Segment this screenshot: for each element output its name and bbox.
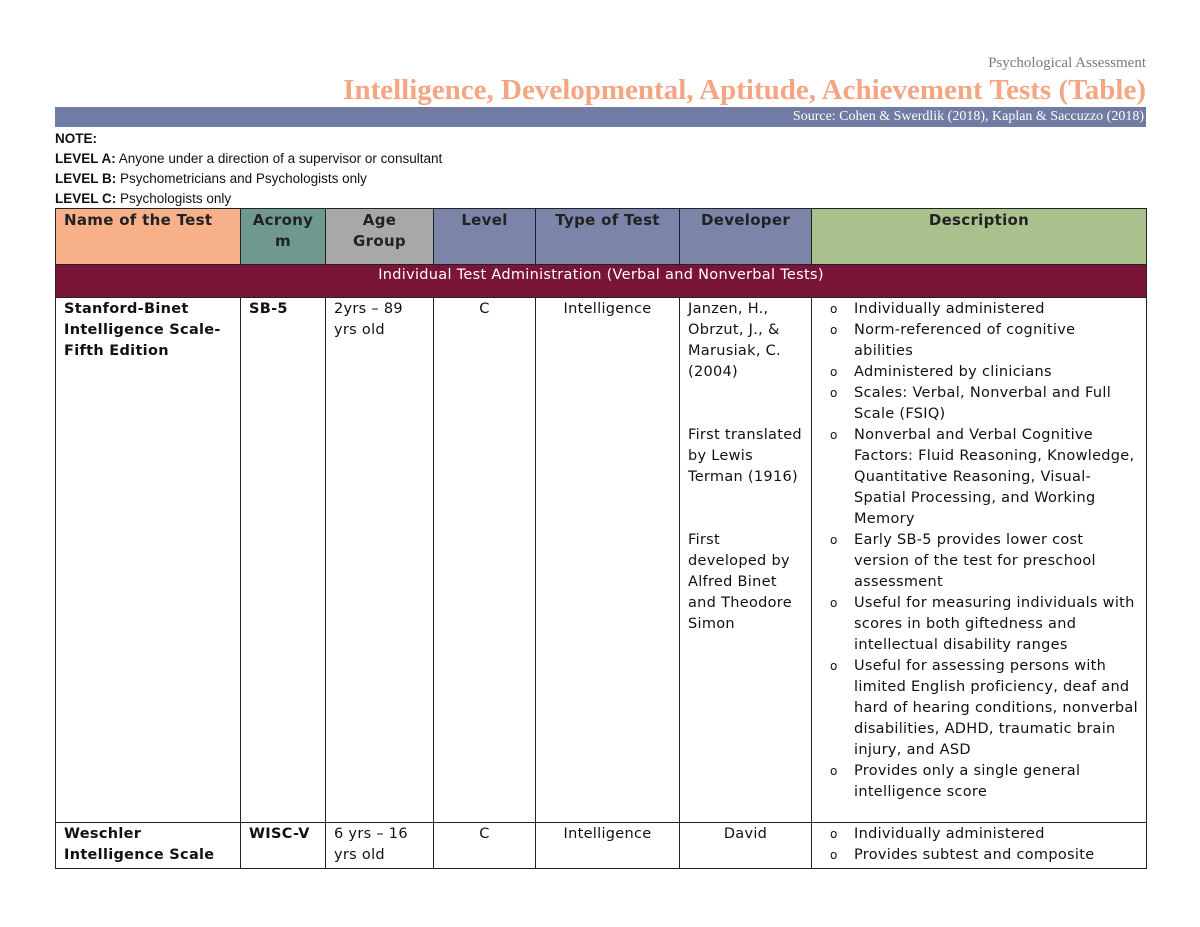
table-row <box>56 298 1147 823</box>
description-item: o Nonverbal and Verbal Cognitive Factors: Fluid Reasoning, Knowledge, Quantitative Reasoning, Visual-Spatial Processing, and Working Memory <box>854 425 1138 530</box>
description-list <box>820 299 1138 803</box>
col-header-developer: Developer <box>680 209 812 265</box>
test-acronym: WISC-V <box>241 823 326 869</box>
document-title: Intelligence, Developmental, Aptitude, Achievement Tests (Table) <box>343 74 1146 106</box>
test-level: C <box>434 298 536 823</box>
col-header-description: Description <box>812 209 1147 265</box>
section-heading: Individual Test Administration (Verbal and Nonverbal Tests) <box>56 265 1147 298</box>
table-header-row <box>56 209 1147 265</box>
note-level-c: LEVEL C: Psychologists only <box>55 191 232 206</box>
section-row <box>56 265 1147 298</box>
description-item: o Norm-referenced of cognitive abilities <box>854 320 1138 362</box>
test-type: Intelligence <box>536 823 680 869</box>
description-item: o Administered by clinicians <box>854 362 1138 383</box>
description-item: o Useful for measuring individuals with scores in both giftedness and intellectual disability ranges <box>854 593 1138 656</box>
developer-entry: First developed by Alfred Binet and Theodore Simon <box>688 532 792 632</box>
test-level: C <box>434 823 536 869</box>
description-item: o Individually administered <box>854 824 1138 845</box>
description-item: o Early SB-5 provides lower cost version of the test for preschool assessment <box>854 530 1138 593</box>
description-item: o Useful for assessing persons with limited English proficiency, deaf and hard of hearing conditions, nonverbal disabilities, ADHD, traumatic brain injury, and ASD <box>854 656 1138 761</box>
col-header-type: Type of Test <box>536 209 680 265</box>
source-bar <box>55 107 1146 127</box>
test-name: Stanford-Binet Intelligence Scale-Fifth Edition <box>56 298 241 823</box>
col-header-level: Level <box>434 209 536 265</box>
developer-entry: Janzen, H., Obrzut, J., & Marusiak, C. (2004) <box>688 301 781 380</box>
col-header-acronym: Acrony m <box>241 209 326 265</box>
col-header-age: Age Group <box>326 209 434 265</box>
tests-table <box>55 208 1147 869</box>
test-acronym: SB-5 <box>241 298 326 823</box>
test-name: Weschler Intelligence Scale <box>56 823 241 869</box>
description-list <box>820 824 1138 866</box>
developer-entry: First translated by Lewis Terman (1916) <box>688 427 802 485</box>
test-age-group: 2yrs – 89 yrs old <box>326 298 434 823</box>
notes-block <box>55 129 442 209</box>
description-item: o Provides subtest and composite <box>854 845 1138 866</box>
test-description <box>812 298 1147 823</box>
test-developer: David <box>680 823 812 869</box>
description-item: o Provides only a single general intelligence score <box>854 761 1138 803</box>
notes-heading: NOTE: <box>55 131 97 146</box>
test-developer <box>680 298 812 823</box>
note-level-a: LEVEL A: Anyone under a direction of a supervisor or consultant <box>55 151 443 166</box>
col-header-name: Name of the Test <box>56 209 241 265</box>
document-subtitle: Psychological Assessment <box>988 55 1146 71</box>
test-type: Intelligence <box>536 298 680 823</box>
description-item: o Scales: Verbal, Nonverbal and Full Scale (FSIQ) <box>854 383 1138 425</box>
table-row <box>56 823 1147 869</box>
test-description <box>812 823 1147 869</box>
source-text: Source: Cohen & Swerdlik (2018), Kaplan & Saccuzzo (2018) <box>792 109 1144 124</box>
note-level-b: LEVEL B: Psychometricians and Psychologists only <box>55 171 367 186</box>
description-item: o Individually administered <box>854 299 1138 320</box>
test-age-group: 6 yrs – 16 yrs old <box>326 823 434 869</box>
